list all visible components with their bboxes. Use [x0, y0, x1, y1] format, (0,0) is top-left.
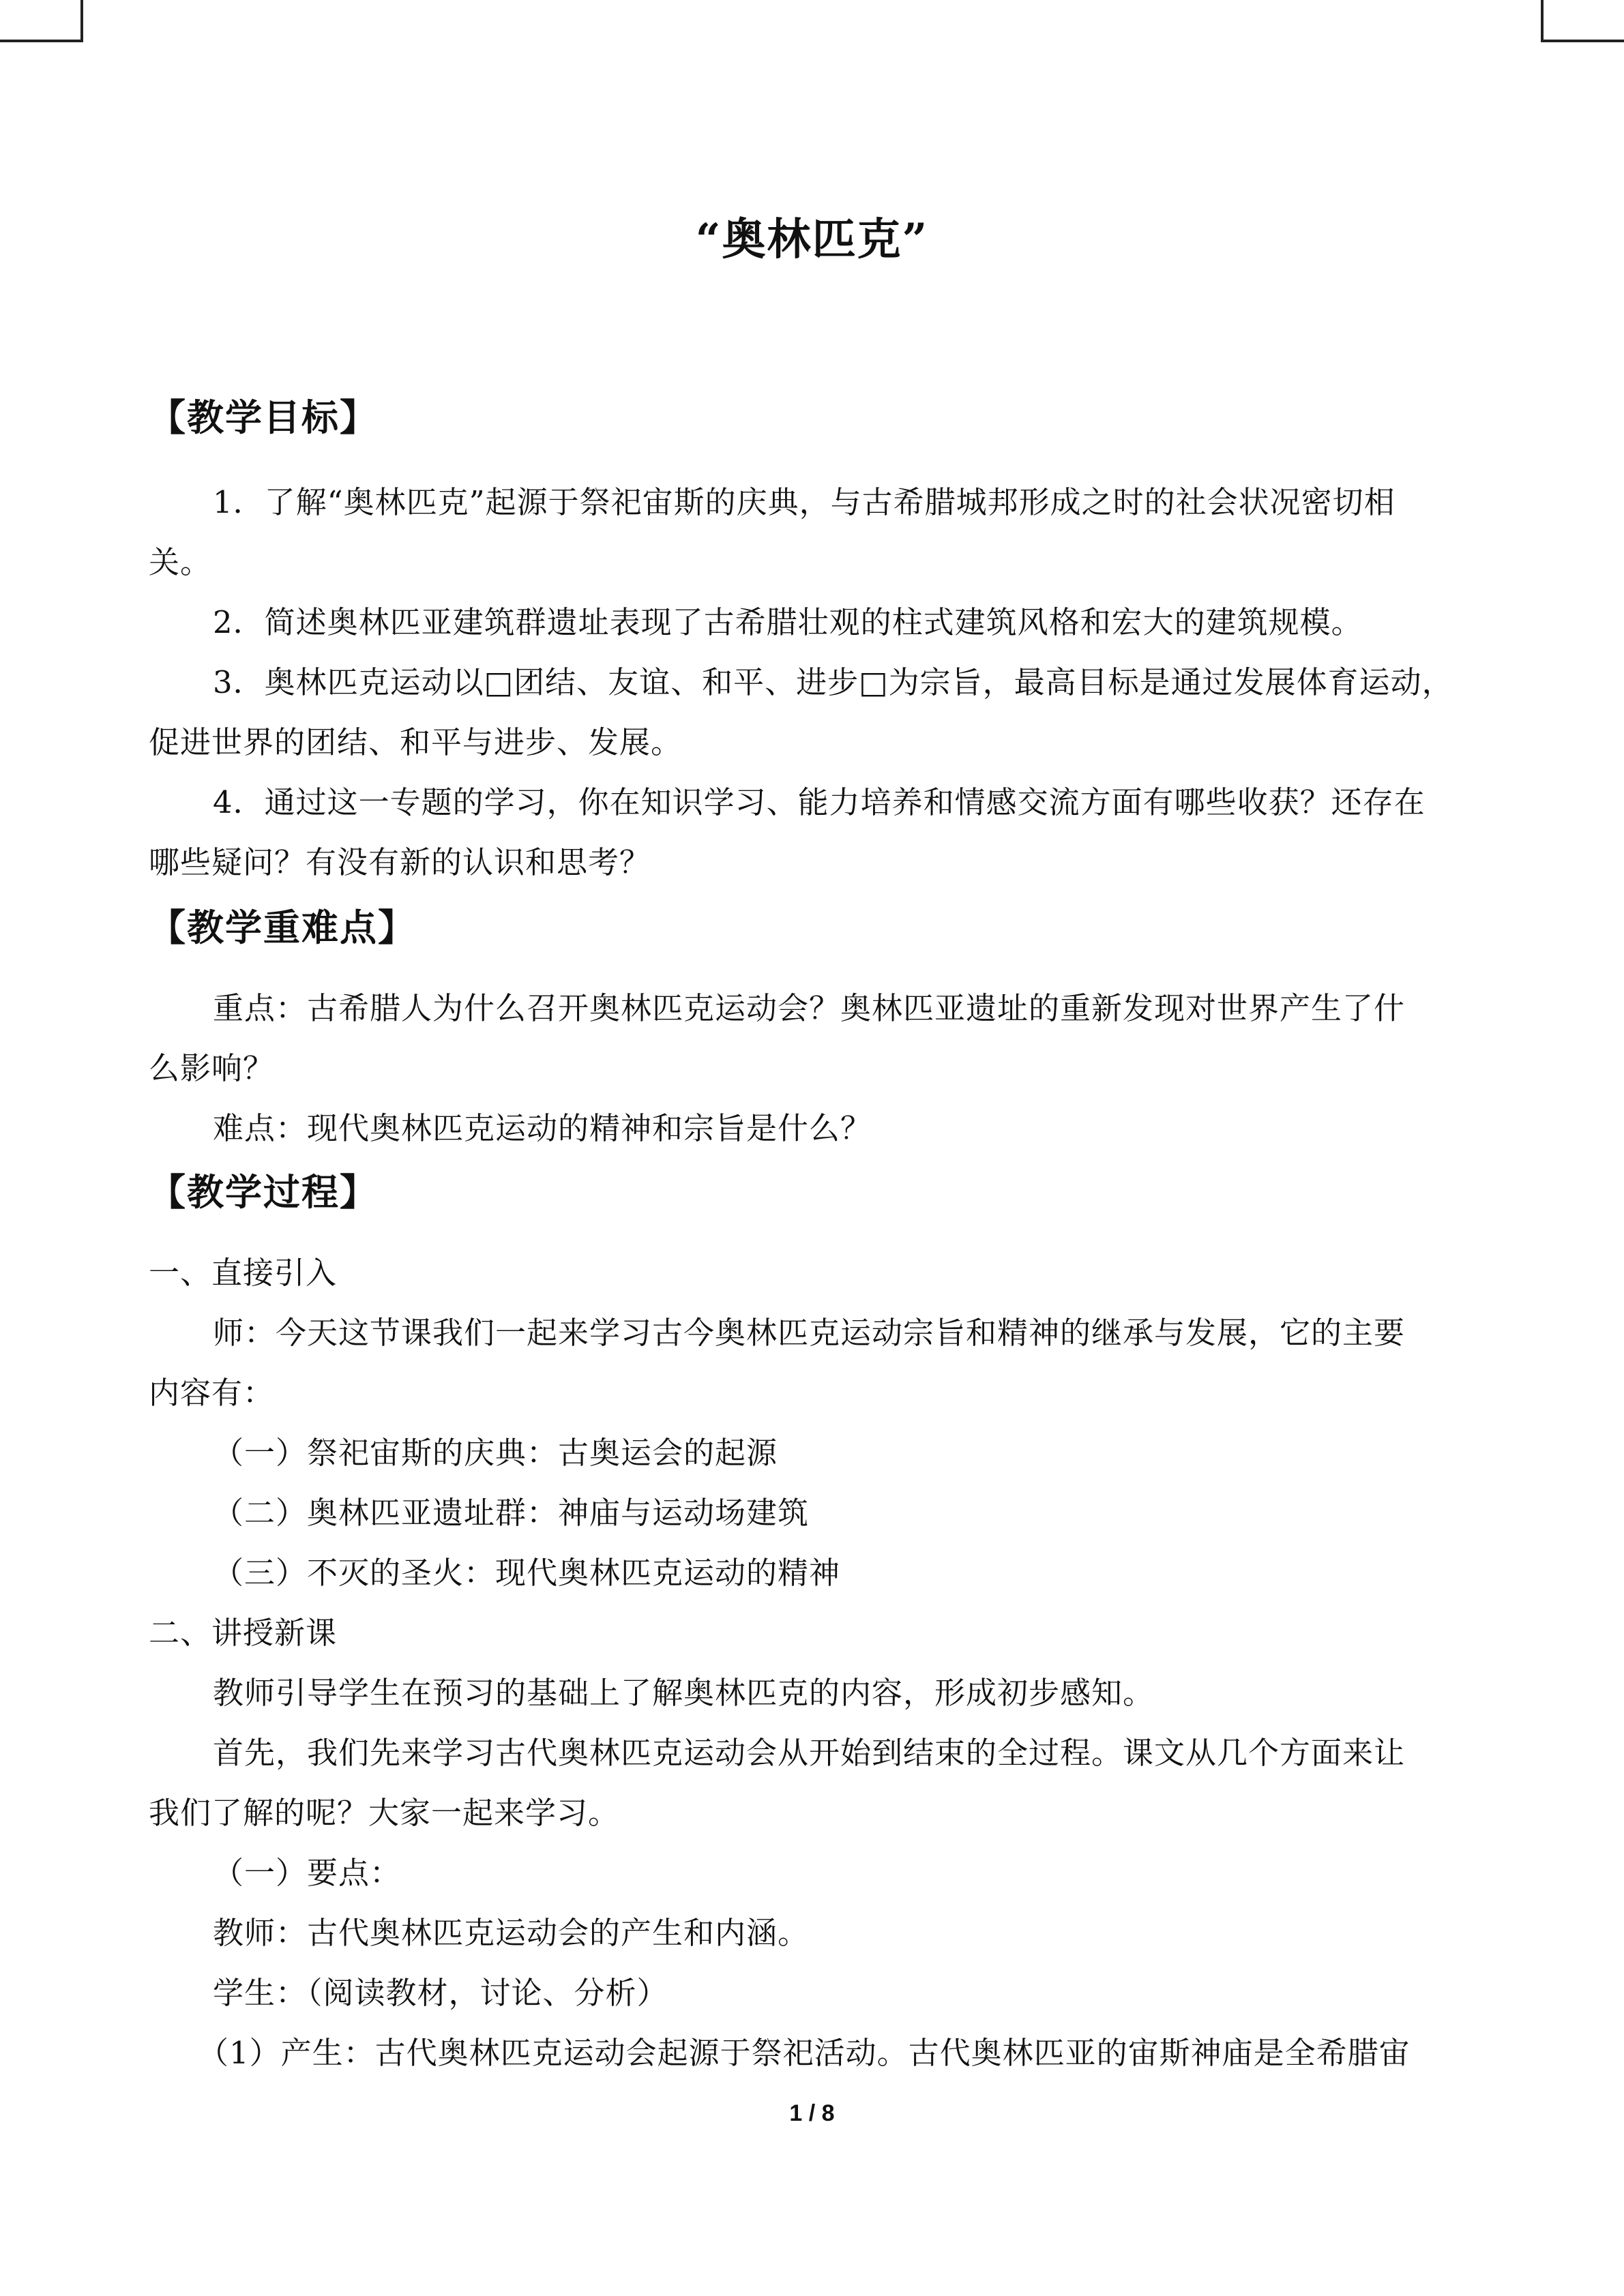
- section-heading-objectives: 【教学目标】: [149, 396, 378, 439]
- process-line-13: 学生：（阅读教材，讨论、分析）: [213, 1975, 668, 2011]
- process-line-8: 教师引导学生在预习的基础上了解奥林匹克的内容，形成初步感知。: [213, 1675, 1155, 1711]
- process-line-10: 我们了解的呢？大家一起来学习。: [149, 1795, 620, 1831]
- crop-mark-top-left-h: [0, 40, 83, 42]
- process-line-14: （1）产生：古代奥林匹克运动会起源于祭祀活动。古代奥林匹亚的宙斯神庙是全希腊宙: [198, 2035, 1411, 2071]
- process-line-11: （一）要点：: [213, 1855, 402, 1891]
- process-line-6: （三）不灭的圣火：现代奥林匹克运动的精神: [213, 1555, 841, 1591]
- section-heading-process: 【教学过程】: [149, 1170, 378, 1214]
- objective-line-3: 3．奥林匹克运动以□团结、友谊、和平、进步□为宗旨，最高目标是通过发展体育运动，: [213, 664, 1453, 700]
- crop-mark-top-right-h: [1541, 40, 1624, 42]
- process-line-1: 一、直接引入: [149, 1255, 338, 1291]
- process-line-4: （一）祭祀宙斯的庆典：古奥运会的起源: [213, 1435, 778, 1471]
- process-line-3: 内容有：: [149, 1375, 275, 1411]
- page-number: 1 / 8: [789, 2100, 835, 2126]
- objective-line-3-cont: 促进世界的团结、和平与进步、发展。: [149, 724, 683, 760]
- key-point-line: 重点：古希腊人为什么召开奥林匹克运动会？奥林匹亚遗址的重新发现对世界产生了什: [213, 990, 1406, 1026]
- difficulty-line: 难点：现代奥林匹克运动的精神和宗旨是什么？: [213, 1110, 872, 1146]
- key-point-line-cont: 么影响？: [149, 1050, 275, 1086]
- crop-mark-top-left-v: [80, 0, 83, 41]
- section-heading-key-points: 【教学重难点】: [149, 906, 416, 949]
- objective-line-4-cont: 哪些疑问？有没有新的认识和思考？: [149, 844, 651, 880]
- objective-line-1-cont: 关。: [149, 544, 212, 580]
- process-line-12: 教师：古代奥林匹克运动会的产生和内涵。: [213, 1915, 810, 1951]
- objective-line-1: 1．了解“奥林匹克”起源于祭祀宙斯的庆典，与古希腊城邦形成之时的社会状况密切相: [213, 484, 1396, 520]
- process-line-9: 首先，我们先来学习古代奥林匹克运动会从开始到结束的全过程。课文从几个方面来让: [213, 1735, 1406, 1771]
- process-line-7: 二、讲授新课: [149, 1615, 338, 1651]
- document-title: “奥林匹克”: [695, 214, 929, 265]
- process-line-2: 师：今天这节课我们一起来学习古今奥林匹克运动宗旨和精神的继承与发展，它的主要: [213, 1315, 1406, 1351]
- objective-line-2: 2．简述奥林匹亚建筑群遗址表现了古希腊壮观的柱式建筑风格和宏大的建筑规模。: [213, 604, 1363, 640]
- objective-line-4: 4．通过这一专题的学习，你在知识学习、能力培养和情感交流方面有哪些收获？还存在: [213, 784, 1426, 820]
- process-line-5: （二）奥林匹亚遗址群：神庙与运动场建筑: [213, 1495, 810, 1531]
- crop-mark-top-right-v: [1541, 0, 1544, 41]
